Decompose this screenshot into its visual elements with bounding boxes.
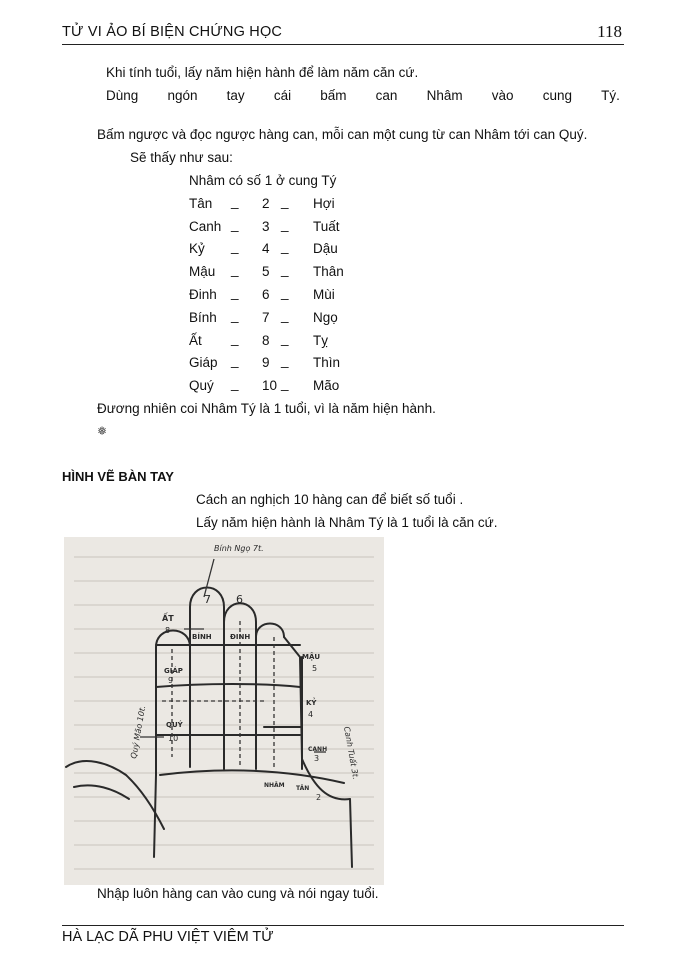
dash-cell: _ xyxy=(281,285,289,300)
word: cái xyxy=(273,88,292,103)
dash-cell: _ xyxy=(281,217,289,232)
label-canh-tuat: Canh Tuất 3t. xyxy=(342,725,361,781)
number-cell: 10 xyxy=(262,378,278,393)
label-number-7: 7 xyxy=(204,593,211,606)
header-rule xyxy=(62,44,624,45)
dash-cell: _ xyxy=(231,285,239,300)
number-cell: 3 xyxy=(262,219,270,234)
label-tan: TÂN xyxy=(296,785,310,792)
can-cell: Ất xyxy=(189,333,202,348)
dash-cell: _ xyxy=(231,308,239,323)
label-ky-number: 4 xyxy=(308,710,314,719)
word: tay xyxy=(226,88,245,103)
after-figure-line: Nhập luôn hàng can vào cung và nói ngay tuổi. xyxy=(97,886,379,901)
dash-cell: _ xyxy=(281,262,289,277)
cung-cell: Dậu xyxy=(313,241,338,256)
can-cell: Giáp xyxy=(189,355,218,370)
label-quy-mao: Quý Mão 10t. xyxy=(129,704,148,760)
paragraph-line-2 xyxy=(106,88,620,103)
word: bấm xyxy=(320,88,347,103)
running-footer-title: HÀ LẠC DÃ PHU VIỆT VIÊM TỬ xyxy=(62,929,274,945)
label-dinh: ĐINH xyxy=(230,633,251,641)
paragraph-line-4: Sẽ thấy như sau: xyxy=(130,150,233,165)
page-number: 118 xyxy=(597,22,622,41)
dash-cell: _ xyxy=(281,194,289,209)
dash-cell: _ xyxy=(231,331,239,346)
ornament-icon: ❅ xyxy=(97,424,108,438)
dash-cell: _ xyxy=(231,353,239,368)
word: Dùng xyxy=(106,88,139,103)
label-at-number: 8 xyxy=(165,626,171,635)
number-cell: 7 xyxy=(262,310,270,325)
dash-cell: _ xyxy=(231,262,239,277)
can-cell: Canh xyxy=(189,219,222,234)
hand-drawing xyxy=(64,537,384,885)
figure-caption-1: Cách an nghịch 10 hàng can để biết số tuổi . xyxy=(196,492,464,507)
label-giap: GIÁP xyxy=(164,667,183,675)
label-quy-number: 10 xyxy=(168,734,179,743)
table-first-row: Nhâm có số 1 ở cung Tý xyxy=(189,173,337,188)
label-ky: KỶ xyxy=(306,699,317,707)
word: can xyxy=(375,88,398,103)
dash-cell: _ xyxy=(281,331,289,346)
label-canh: CANH xyxy=(308,746,328,753)
label-mau: MẬU xyxy=(302,653,321,661)
cung-cell: Thân xyxy=(313,264,344,279)
hand-labels xyxy=(129,544,361,802)
guide-dashes xyxy=(162,621,274,767)
label-quy: QUÝ xyxy=(166,721,183,729)
running-header-title: TỬ VI ẢO BÍ BIỆN CHỨNG HỌC xyxy=(62,24,283,40)
number-cell: 6 xyxy=(262,287,270,302)
number-cell: 4 xyxy=(262,241,270,256)
figure-caption-2: Lấy năm hiện hành là Nhâm Tý là 1 tuổi là căn cứ. xyxy=(196,515,498,530)
cung-cell: Tuất xyxy=(313,219,340,234)
cung-cell: Mão xyxy=(313,378,340,393)
number-cell: 8 xyxy=(262,333,270,348)
conclusion-line: Đương nhiên coi Nhâm Tý là 1 tuổi, vì là năm hiện hành. xyxy=(97,401,436,416)
number-cell: 5 xyxy=(262,264,270,279)
cung-cell: Thìn xyxy=(313,355,341,370)
dash-cell: _ xyxy=(231,239,239,254)
label-number-6: 6 xyxy=(236,593,243,606)
can-cell: Bính xyxy=(189,310,217,325)
label-tan-number: 2 xyxy=(316,793,322,802)
dash-cell: _ xyxy=(281,308,289,323)
label-giap-number: 9 xyxy=(168,676,174,685)
can-cell: Tân xyxy=(189,196,213,211)
can-cell: Đinh xyxy=(189,287,217,302)
dash-cell: _ xyxy=(281,376,289,391)
dash-cell: _ xyxy=(281,353,289,368)
can-cell: Quý xyxy=(189,378,214,393)
footer-rule xyxy=(62,925,624,926)
word: vào xyxy=(491,88,514,103)
word: ngón xyxy=(167,88,198,103)
label-binh: BÍNH xyxy=(192,633,212,641)
dash-cell: _ xyxy=(231,376,239,391)
word: Nhâm xyxy=(426,88,463,103)
label-nham: NHÂM xyxy=(264,782,285,789)
paragraph-line-3: Bấm ngược và đọc ngược hàng can, mỗi can một cung từ can Nhâm tới can Quý. xyxy=(97,127,588,142)
number-cell: 9 xyxy=(262,355,270,370)
can-cell: Kỷ xyxy=(189,241,205,256)
label-mau-number: 5 xyxy=(312,664,318,673)
word: cung xyxy=(542,88,572,103)
cung-cell: Hợi xyxy=(313,196,335,211)
number-cell: 2 xyxy=(262,196,270,211)
dash-cell: _ xyxy=(281,239,289,254)
dash-cell: _ xyxy=(231,194,239,209)
section-heading: HÌNH VẼ BÀN TAY xyxy=(62,469,174,484)
paragraph-line-1: Khi tính tuổi, lấy năm hiện hành để làm năm căn cứ. xyxy=(106,65,419,80)
label-binh-ngo: Bính Ngọ 7t. xyxy=(214,544,264,553)
label-canh-number: 3 xyxy=(314,754,320,763)
cung-cell: Mùi xyxy=(313,287,335,302)
can-cell: Mậu xyxy=(189,264,216,279)
word: Tý. xyxy=(601,88,620,103)
label-at: ẤT xyxy=(162,614,174,623)
hand-figure xyxy=(64,537,384,885)
cung-cell: Tỵ xyxy=(313,333,328,348)
dash-cell: _ xyxy=(231,217,239,232)
cung-cell: Ngọ xyxy=(313,310,338,325)
